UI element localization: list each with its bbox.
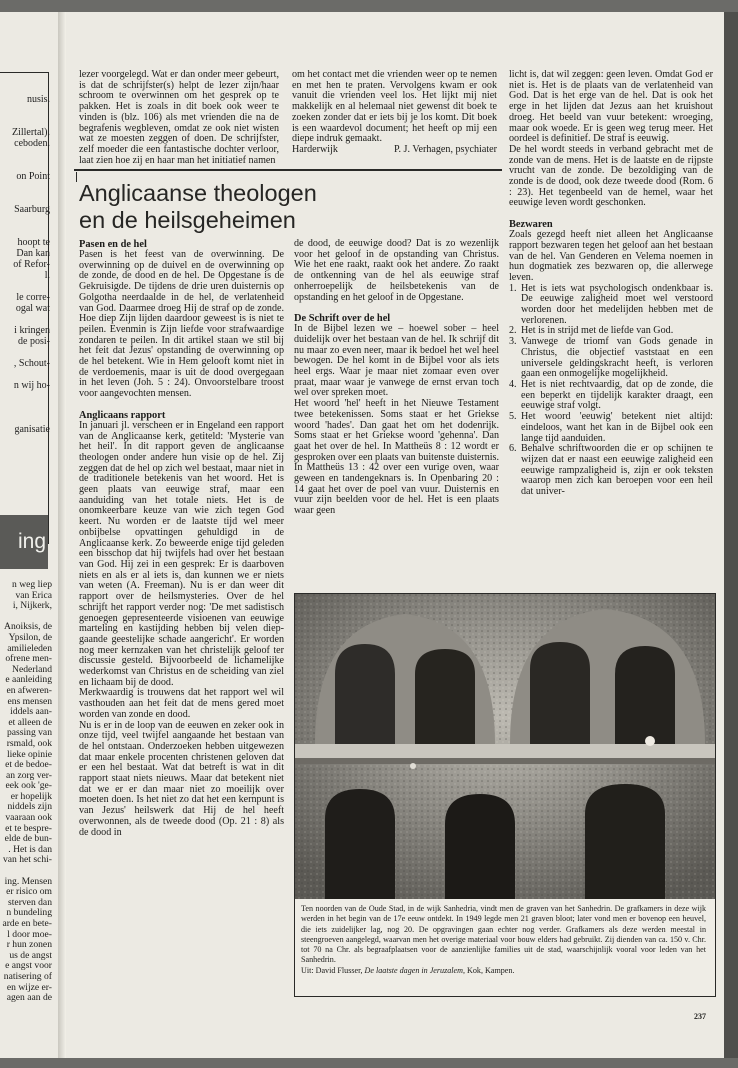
left-page-fragment [0,94,50,435]
paragraph-rapport-3: Nu is er in de loop van de eeuwen en zeker ook in onze tijd, veel twijfel aangaande het bestaan van de hel ontstaan. Onderzoeken hebben uitgewezen dat maar enkele procenten christenen geloven dat er een hel bestaat. Wat dat betreft is wat in dit rapport staat niets nieuws. Maar dat betekent niet dat we er er dan maar niet zo moeilijk over moeten doen. Is het niet zo dat het een kernpunt is van Jezus' heilswerk dat Hij de hel heeft overwonnen, als de tweede dood (Op. 21 : 8) als de dood in [79,719,284,838]
fragment-line: de posi- [18,336,50,347]
fragment-line: e angst voor [5,960,52,972]
fragment-line: n wij ho- [13,380,50,391]
fragment-line: ganisatie [14,424,50,435]
fragment-line [0,369,50,380]
fragment-line: en wijze er- [6,981,52,993]
page-number: 237 [694,1012,706,1021]
paragraph-schrift-1: In de Bijbel lezen we – hoewel sober – heel duidelijk over het bestaan van de hel. Ik schrijf dit nu maar zo even neer, maar ik bedoel het wel heel bewogen. De hel komt in de Bijbel voor als iets heel ergs. Waar je maar niet zomaar even over praat, maar waar je vanwege de ernst ervan toch wel over spreken moet. [294,323,499,399]
fragment-line: niddels zijn [7,801,52,813]
fragment-line: Dan kan [16,248,50,259]
fragment-line [0,215,50,226]
fragment-line [0,402,50,413]
fragment-line [0,413,50,424]
section-heading-schrift: De Schrift over de hel [294,313,391,325]
objections-list [509,284,713,498]
fragment-line: passing van [6,727,52,739]
list-item: 6. Behalve schriftwoorden die er op schijnen te wijzen dat er naast een eeuwige zaligheid een eeuwige rampzaligheid is, zijn er ook teksten waarop men zich kan beroepen voor een heil dat univer- [509,443,713,498]
fragment-line [0,281,50,292]
review-paragraph: om het contact met die vrienden weer op te nemen en met hen te praten. Vervolgens kwam er ook vanuit die vrienden veel los. Het lijkt mij niet makkelijk en al helemaal niet gewenst dit boek te zoeken zonder dat er iets bij je los komt. Dit boek is een waardevol document; het heeft op mij een diepe indruk gemaakt. [292,69,497,145]
fragment-line: r hun zonen [6,939,52,951]
fragment-line: en afweren- [6,684,52,696]
fragment-line [0,347,50,358]
article-column-3 [509,70,713,498]
page-gutter [58,12,66,1062]
fragment-line: et alleen de [8,716,52,728]
fragment-line: ofrene men- [5,653,52,665]
paragraph-bezwaren-intro: Zoals gezegd heeft niet alleen het Anglicaanse rapport bezwaren tegen het geloof aan het bestaan van de hel. Van Genderen en Velema noemen in hun dogmatiek zes bezwaren op, die allerwege leven. [509,229,713,283]
fragment-line: sterven dan [8,896,52,908]
fragment-line: natisering of [3,970,52,982]
fragment-line: eek ook 'ge- [5,780,52,792]
tomb-chamber-photo [295,594,715,899]
fragment-line [0,193,50,204]
list-item: 1. Het is iets wat psychologisch ondenkbaar is. De eeuwige zaligheid moet wel verstoord worden door het medelijden hebben met de verlorenen. [509,282,713,326]
fragment-line: Ypsilon, de [8,631,52,643]
caption-text: Ten noorden van de Oude Stad, in de wijk Sanhedria, vindt men de graven van het Sanhedrin. De grafkamers in deze wijk werden in het begin van de 17e eeuw ontdekt. In 1949 legde men 21 graven bloot; later vond men er bovenop een heuvel, die iets zuidelijker lag, nog 20. De opgravingen gaan echter nog verder. Grafkamers als deze werden meestal in steengroeven aangelegd, waarvan men het overige materiaal voor bouw elders had gebruikt. Zij dienden van ca. 150 v. Chr. tot 70 na Chr. als begraafplaatsen voor de aanzienlijke families uit de stad, waarschijnlijk vooral voor leden van het Sanhedrin. [301,904,706,965]
caption-source-suffix: , Kok, Kampen. [462,965,515,975]
fragment-line: , Schout- [13,358,50,369]
fragment-line: ogal wat [15,303,50,314]
paragraph-schrift-2: Het woord 'hel' heeft in het Nieuwe Testament twee betekenissen. Soms staat er het Griekse woord 'hades'. Dan gaat het om het dodenrijk. Soms staat er het Griekse woord 'gehenna'. Dan gaat het over de hel. In Mattheüs 8 : 12 wordt er gesproken over een plaats van buitenste duisternis. In Mattheüs 13 : 42 over een vurige oven, waar geween en tandengeknars is. In Openbaring 20 : 14 gaat het over de poel van vuur. Duisternis en vuur zijn beelden voor de hel. Het is een plaats waar geen [294,398,499,517]
fragment-line: van het schi- [2,854,52,866]
paragraph-col3-intro: licht is, dat wil zeggen: geen leven. Omdat God er niet is. Het is de plaats van de verlatenheid van God. Dat is het erge van de hel. Dat is ook het erge in het lijden dat Jezus aan het kruishout droeg. Het beeld van vuur betekent: wroeging, maar ook woede. Er is geen weg terug meer. Het oordeel is definitief. De straf is eeuwig. [509,69,713,145]
fragment-line: an zorg ver- [6,769,52,781]
photo-caption [301,904,706,976]
fragment-line: er risico om [6,886,52,898]
section-heading-pasen: Pasen en de hel [79,239,147,250]
fragment-line: i kringen [14,325,50,336]
signature-name: P. J. Verhagen, psychiater [394,143,497,155]
fragment-line: vaaraan ook [5,812,52,824]
list-item: 4. Het is niet rechtvaardig, dat op de zonde, die een beperkt en tijdelijk karakter draagt, een eeuwige straf volgt. [509,378,713,412]
paragraph-col3-intro-2: De hel wordt steeds in verband gebracht met de zonde van de mens. Het is de laatste en de rijpste vrucht van de zonde. De bezoldiging van de zonde is de dood, ook deze tweede dood (Rom. 6 : 23). Het tegenbeeld van de hemel, waar het eeuwige leven wordt geschonken. [509,143,713,209]
headline-line-2: en de heilsgeheimen [79,207,296,233]
tomb-chamber-illustration [295,594,715,899]
fragment-line: us de angst [9,949,52,961]
left-page-section-bar: ing [0,515,48,569]
review-text-left [79,70,279,166]
fragment-line: l. [44,270,50,281]
fragment-line [0,149,50,160]
fragment-line: e aanleiding [5,674,52,686]
fragment-line: n bundeling [6,907,52,919]
fragment-line: arde en bete- [2,918,52,929]
fragment-line: of Refor- [13,259,50,270]
fragment-line: . Het is dan [8,843,52,855]
caption-source-title: De laatste dagen in Jeruzalem [364,965,463,975]
fragment-line: nusis. [26,94,50,105]
page-edge-shadow [724,12,738,1068]
fragment-line: Nederland [12,663,52,675]
fragment-line: elde de bun- [4,833,52,845]
paragraph-rapport-1: In januari jl. verscheen er in Engeland een rapport van de Anglicaanse kerk, getiteld: 'Mysterie van het heil'. In dit rapport geven de anglicaanse theologen onder andere hun visie op de hel. Zij zeggen dat de hel op zich wel bestaat, maar niet in de traditionele betekenis van het woord. Het is geen plaats van eeuwige straf, maar een aanduiding van het totale niets. Het is de onomkeerbare keuze van wie zich tegen God keert. Nu worden er de laatste tijd wel meer onbijbelse opvattingen gehuldigd in de Anglicaanse kerk. Zo beweerde enige tijd geleden een bisschop dat hij twijfels had over het bestaan van God. Hij zei in een gesprek: Er is daarboven niets en als er al iets is, dan kunnen we er niets van weten (A. Freeman). Nu is er dan weer dit rapport over de heilsmysteries. Over de hel schrijft het rapport verder nog: 'De met sadistisch genoegen gepresenteerde visioenen van eeuwige marteling en kastijding hebben bij velen diepgaande geestelijke schade aangericht'. Er worden nog meer kernzaken van het christelijk geloof ter discussie gesteld. Bijvoorbeeld de lichamelijke wederkomst van Christus en de scheiding van ziel en lichaam bij de dood. [79,419,284,688]
fragment-line: iddels aan- [10,706,52,718]
list-item: 2. Het is in strijd met de liefde van God. [509,325,674,337]
fragment-line [0,160,50,171]
article-column-2 [294,239,499,517]
left-page-fragment-lower [0,580,52,1004]
fragment-line [0,391,50,402]
fragment-line: lieke opinie [6,748,52,760]
photo-block [294,593,716,997]
section-heading-rapport: Anglicaans rapport [79,409,166,421]
fragment-line: amilieleden [7,642,52,654]
fragment-line [0,116,50,127]
fragment-line: rsmald, ook [6,737,52,749]
review-paragraph: lezer voorgelegd. Wat er dan onder meer gebeurt, is dat de schrijfster(s) helpt de lezer zijn/haar schroom te overwinnen om het gesprek op te pakken. Het is zoals in dit boek ook weer te vinden is (blz. 106) als met vrienden die na de begrafenis wegbleven, omdat ze ook niet wisten wat ze moesten zeggen of doen. De schrijfster, zelf moeder die een fantastische dochter verloor, laat zien hoe zij en haar man het initiatief namen [79,69,279,166]
section-heading-bezwaren: Bezwaren [509,219,553,231]
page-bottom-shadow [0,1058,738,1068]
paragraph-rapport-2: Merkwaardig is trouwens dat het rapport wel wil vasthouden aan het feit dat de mens gered moet worden van zonde en dood. [79,687,284,720]
headline-rule [74,169,502,171]
article-headline [79,180,499,234]
fragment-line: er hopelijk [10,790,52,802]
fragment-line [0,226,50,237]
fragment-line: et de bedoe- [5,759,52,771]
fragment-line: hoopt te [17,237,50,248]
fragment-line [0,314,50,325]
signature-place: Harderwijk [292,143,338,155]
caption-source-prefix: Uit: David Flusser, [301,965,365,975]
paragraph-col2-intro: de dood, de eeuwige dood? Dat is zo wezenlijk voor het geloof in de opstanding van Christus. Wie het ene raakt, raakt ook het andere. Zo raakt de ontkenning van de hel als eeuwige straf onherroepelijk de heilsbetekenis van de opstanding en het geloof in de Opgestane. [294,238,499,303]
fragment-line: i, Nijkerk, [12,600,52,612]
list-item: 3. Vanwege de triomf van Gods genade in Christus, die objectief vaststaat en een universele geldingskracht heeft, is verloren gaan een onmogelijke mogelijkheid. [509,336,713,380]
fragment-line: Zillertal). [11,127,50,138]
headline-rule-tick [76,172,77,182]
fragment-line: Anoiksis, de [4,621,52,633]
fragment-line: et te bespre- [5,822,52,834]
fragment-line: ens mensen [7,695,52,707]
fragment-line: on Point [16,171,50,182]
fragment-line: le corre- [16,292,50,303]
list-item: 5. Het woord 'eeuwig' betekent niet altijd: eindeloos, want het kan in de Bijbel ook een lange tijd aanduiden. [509,411,713,444]
fragment-line: ing. Mensen [4,875,52,887]
headline-line-1: Anglicaanse theologen [79,180,317,206]
fragment-line: van Erica [15,589,52,601]
signature [292,145,497,156]
fragment-line: l door moe- [7,928,52,940]
paragraph-pasen: Pasen is het feest van de overwinning. De overwinning op de duivel en de overwinning op de zonde, de dood en de hel. De Opgestane is de Gekruisigde. De tijdens de drie uren duisternis op Golgotha neerdaalde in de hel, de verlatenheid van God. Daarmee droeg Hij de straf op de zonde. Hoe diep Zijn lijden daardoor geweest is is niet te peilen. Evenmin is Zijn liefde voor strafwaardige zondaren te peilen. In dit artikel staan we stil bij het feit dat Jezus' opstanding de overwinning op de hel betekent. Wie in Hem gelooft komt niet in de verdoemenis, maar is uit de dood overgegaan in het leven (Joh. 5 : 24). Onvoorstelbare troost voor aangevochten mensen. [79,249,284,400]
article-column-1 [79,239,284,838]
fragment-line: Saarburg [14,204,50,215]
fragment-line: n weg liep [12,580,52,590]
fragment-line: ceboden. [14,138,50,149]
review-text-middle [292,70,497,156]
fragment-line [0,182,50,193]
fragment-line [0,105,50,116]
fragment-line: agen aan de [6,992,52,1004]
